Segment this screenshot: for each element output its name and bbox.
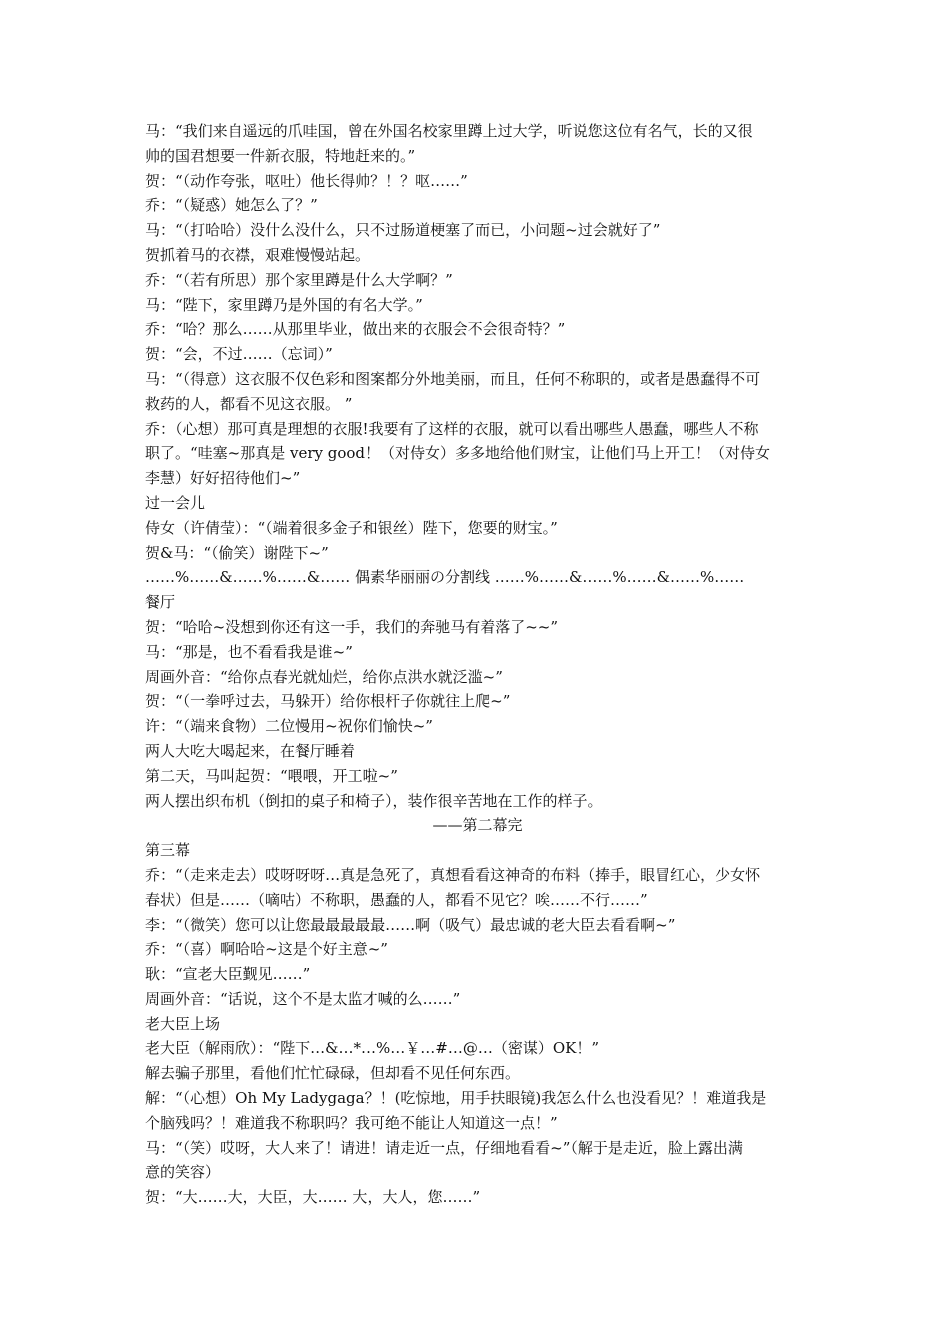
text-line: 贺：“大……大，大臣，大…… 大，大人，您……”	[145, 1188, 481, 1207]
text-line: 乔：“（疑惑）她怎么了？”	[145, 196, 318, 215]
text-line: 周画外音：“给你点春光就灿烂，给你点洪水就泛滥~”	[145, 667, 503, 686]
script-text	[145, 119, 810, 1210]
text-line: 两人摆出织布机（倒扣的桌子和椅子），装作很辛苦地在工作的样子。	[145, 791, 603, 810]
text-line: 马：“（打哈哈）没什么没什么，只不过肠道梗塞了而已，小问题~过会就好了”	[145, 221, 661, 240]
text-line: 贺&马：“（偷笑）谢陛下~”	[145, 543, 329, 562]
text-line: 老大臣上场	[145, 1014, 221, 1033]
text-line: 贺：“哈哈~没想到你还有这一手，我们的奔驰马有着落了~~”	[145, 617, 559, 636]
text-line: 耿：“宣老大臣觐见……”	[145, 965, 311, 984]
text-line: 许：“（端来食物）二位慢用~祝你们愉快~”	[145, 717, 433, 736]
text-line: 贺：“（动作夸张，呕吐）他长得帅？！？呕……”	[145, 171, 468, 190]
divider-line: ……%……&……%……&…… 偶素华丽丽の分割线 ……%……&……%……&……%……	[145, 568, 745, 587]
text-line: 马：“那是，也不看看我是谁~”	[145, 642, 353, 661]
text-line: 马：“（得意）这衣服不仅色彩和图案都分外地美丽，而且，任何不称职的，或者是愚蠢得不可	[145, 369, 761, 388]
text-line: 乔：“哈？那么……从那里毕业，做出来的衣服会不会很奇特？”	[145, 320, 566, 339]
text-line: 乔：（心想）那可真是理想的衣服!我要有了这样的衣服，就可以看出哪些人愚蠢，哪些人不称	[145, 419, 759, 438]
text-line: 乔：“（喜）啊哈哈~这是个好主意~”	[145, 940, 388, 959]
text-line: 帅的国君想要一件新衣服，特地赶来的。”	[145, 146, 416, 165]
text-line: 解：“（心想）Oh My Ladygaga？！(吃惊地，用手扶眼镜)我怎么什么也没看见？！难道我是	[145, 1089, 767, 1108]
text-line: 马：“陛下，家里蹲乃是外国的有名大学。”	[145, 295, 423, 314]
text-line: 个脑残吗？！难道我不称职吗？我可绝不能让人知道这一点！”	[145, 1113, 558, 1132]
text-line: 乔：“（走来走去）哎呀呀呀…真是急死了，真想看看这神奇的布料（捧手，眼冒红心，少女怀	[145, 865, 761, 884]
text-line: 贺抓着马的衣襟，艰难慢慢站起。	[145, 245, 371, 264]
text-line: 贺：“会，不过……（忘词）”	[145, 345, 333, 364]
text-line: 意的笑容）	[145, 1163, 221, 1182]
text-line: 解去骗子那里，看他们忙忙碌碌，但却看不见任何东西。	[145, 1064, 521, 1083]
text-line: 春状）但是……（嘀咕）不称职，愚蠢的人，都看不见它？唉……不行……”	[145, 890, 648, 909]
scene-heading: 餐厅	[145, 593, 176, 612]
text-line: 贺：“（一拳呼过去，马躲开）给你根杆子你就往上爬~”	[145, 692, 511, 711]
text-line: 侍女（许倩莹）：“（端着很多金子和银丝）陛下，您要的财宝。”	[145, 518, 558, 537]
text-line: 马：“（笑）哎呀，大人来了！请进！请走近一点，仔细地看看~”（解于是走近，脸上露出满	[145, 1138, 743, 1157]
text-line: 李：“（微笑）您可以让您最最最最最……啊（吸气）最忠诚的老大臣去看看啊~”	[145, 915, 676, 934]
text-line: 两人大吃大喝起来，在餐厅睡着	[145, 741, 356, 760]
text-line: 老大臣（解雨欣）：“陛下…&…*…%…￥…#…@…（密谋）OK！”	[145, 1039, 600, 1058]
text-line: 周画外音：“话说，这个不是太监才喊的么……”	[145, 989, 461, 1008]
text-line: 职了。“哇塞~那真是 very good！（对侍女）多多地给他们财宝，让他们马上开工！（对侍女	[145, 444, 771, 463]
text-line: 过一会儿	[145, 493, 206, 512]
text-line: 救药的人，都看不见这衣服。 ”	[145, 394, 353, 413]
act-end-line: ——第二幕完	[432, 816, 523, 835]
act-heading: 第三幕	[145, 841, 191, 860]
text-line: 李慧）好好招待他们~”	[145, 469, 301, 488]
text-line: 乔：“（若有所思）那个家里蹲是什么大学啊？”	[145, 270, 453, 289]
text-line: 第二天，马叫起贺：“喂喂，开工啦~”	[145, 766, 398, 785]
text-line: 马：“我们来自遥远的爪哇国，曾在外国名校家里蹲上过大学，听说您这位有名气，长的又很	[145, 122, 753, 140]
